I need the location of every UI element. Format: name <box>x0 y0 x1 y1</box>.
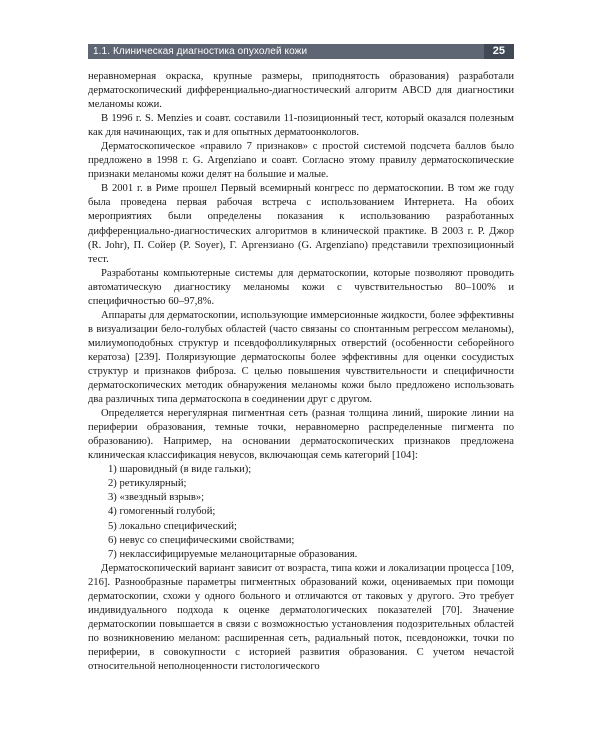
list-item: 5) локально специфический; <box>108 520 237 532</box>
paragraph: неравномерная окраска, крупные размеры, приподнятость образования) разработали дерматоскопический дифференциально-диагностический алгоритм ABCD для диагностики меланомы кожи. <box>88 71 514 111</box>
chapter-title: 1.1. Клиническая диагностика опухолей кожи <box>93 46 308 57</box>
paragraph: Определяется нерегулярная пигментная сеть (разная толщина линий, широкие линии на периферии образования, темные точки, неравномерно распределенные пигмента по образованию). Например, на основании дерматоскопических признаков предложена клиническая классификация невусов, включающая семь категорий [104]: <box>88 408 514 462</box>
page-number: 25 <box>484 44 514 59</box>
list-item: 1) шаровидный (в виде гальки); <box>108 464 252 476</box>
list-item: 7) неклассифицируемые меланоцитарные образования. <box>108 548 358 560</box>
list-item: 6) невус со специфическими свойствами; <box>108 534 295 546</box>
paragraph: Дерматоскопическое «правило 7 признаков» с простой системой подсчета баллов было предложено в 1998 г. G. Argenziano и соавт. Согласно этому правилу дерматоскопические признаки меланомы кожи делят на большие и малые. <box>88 141 514 181</box>
list-item: 4) гомогенный голубой; <box>108 506 216 518</box>
body-text <box>88 70 514 674</box>
running-header <box>88 44 514 59</box>
paragraph: Разработаны компьютерные системы для дерматоскопии, которые позволяют проводить автоматическую диагностику меланомы кожи с чувствительностью 80–100% и специфичностью 60–97,8%. <box>88 267 514 307</box>
paragraph: В 1996 г. S. Menzies и соавт. составили 11-позиционный тест, который оказался полезным как для начинающих, так и для опытных дерматоонкологов. <box>88 113 514 139</box>
paragraph: В 2001 г. в Риме прошел Первый всемирный конгресс по дерматоскопии. В том же году была проведена первая рабочая встреча с использованием Интернета. На обоих мероприятиях были определены показания к использованию разработанных дифференциально-диагностических алгоритмов в клинической практике. В 2003 г. Р. Джор (R. Johr), П. Сойер (P. Soyer), Г. Аргензиано (G. Argenziano) представили трехпозиционный тест. <box>88 183 514 265</box>
list-item: 2) ретикулярный; <box>108 478 187 490</box>
paragraph: Дерматоскопический вариант зависит от возраста, типа кожи и локализации процесса [109, 216]. Разнообразные параметры пигментных образований кожи, оцениваемых при помощи дерматоскопии, схожи у одного больного и отличаются от таковых у другого. Это требует индивидуального подхода к оценке дерматологических показателей [70]. Значение дерматоскопии повышается в связи с возможностью установления подозрительных областей по возникновению меланом: расширенная сеть, радиальный поток, псевдоножки, точки по периферии, в совокупности с историей развития образования. С учетом нечастой относительной неполноценности гистологического <box>88 562 514 672</box>
paragraph: Аппараты для дерматоскопии, использующие иммерсионные жидкости, более эффективны в визуализации бело-голубых областей (часто связаны со спонтанным регрессом меланомы), милиумоподобных структур и псевдофолликулярных отверстий (особенности себорейного кератоза) [239]. Поляризующие дерматоскопы более эффективны для оценки сосудистых структур и признаков фиброза. С целью повышения чувствительности и специфичности дерматоскопических методик обнаружения меланомы кожи было предложено использовать два различных типа дерматоскопа в соединении друг с другом. <box>88 309 514 406</box>
list-item: 3) «звездный взрыв»; <box>108 492 205 504</box>
